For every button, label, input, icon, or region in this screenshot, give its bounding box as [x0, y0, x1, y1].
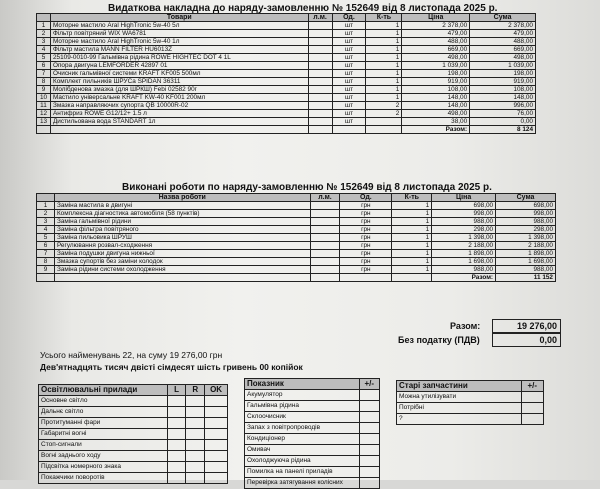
table-row [37, 234, 556, 242]
table-row [37, 258, 556, 266]
row-name: Дистильована вода STANDART 1л [50, 118, 308, 126]
row-lm [308, 78, 332, 86]
row-number: 8 [37, 258, 55, 266]
row-lm [308, 30, 332, 38]
row-unit: шт [332, 118, 366, 126]
checklist-cell[interactable] [359, 478, 379, 489]
row-number: 2 [37, 30, 51, 38]
row-sum: 298,00 [496, 226, 556, 234]
checklist-cell[interactable] [205, 396, 228, 407]
row-sum: 76,00 [470, 110, 536, 118]
table-row [37, 70, 536, 78]
row-qty: 2 [366, 110, 402, 118]
row-qty: 1 [366, 22, 402, 30]
table-row [37, 54, 536, 62]
row-name: Опора двигуна LEMFORDER 42897 01 [50, 62, 308, 70]
row-name: Фільтр мастила MANN FILTER HU6013Z [50, 46, 308, 54]
checklist-cell[interactable] [186, 396, 205, 407]
row-lm [310, 258, 340, 266]
row-number: 11 [37, 102, 51, 110]
row-unit: грн [340, 258, 392, 266]
row-sum: 669,00 [470, 46, 536, 54]
checklist-cell[interactable] [186, 462, 205, 473]
checklist-cell[interactable] [167, 418, 186, 429]
total-row [37, 126, 536, 134]
checklist-cell[interactable] [167, 462, 186, 473]
works-table [36, 193, 556, 282]
row-price: 1 398,00 [432, 234, 496, 242]
row-name: Моторне мастило Aral HighTronic 5w-40 1л [50, 38, 308, 46]
list-item [245, 467, 380, 478]
row-lm [308, 38, 332, 46]
row-number: 5 [37, 234, 55, 242]
row-sum: 2 378,00 [470, 22, 536, 30]
checklist-label: Кондиціонер [245, 434, 360, 445]
row-qty: 1 [366, 70, 402, 78]
row-price: 1 898,00 [432, 250, 496, 258]
works-title: Виконані роботи по наряду-замовленню № 152649 від 8 листопада 2025 р. [122, 182, 492, 193]
table-row [37, 62, 536, 70]
row-qty: 1 [366, 54, 402, 62]
row-lm [308, 46, 332, 54]
row-qty: 1 [366, 86, 402, 94]
checklist-cell[interactable] [359, 467, 379, 478]
checklist-cell[interactable] [186, 407, 205, 418]
checklist-cell[interactable] [359, 401, 379, 412]
row-sum: 996,00 [470, 102, 536, 110]
table-row [37, 94, 536, 102]
row-lm [308, 22, 332, 30]
old-parts-table [396, 380, 544, 425]
row-sum: 1 698,00 [496, 258, 556, 266]
row-qty: 1 [366, 30, 402, 38]
checklist-cell[interactable] [186, 451, 205, 462]
row-unit: шт [332, 86, 366, 94]
checklist-cell[interactable] [167, 429, 186, 440]
row-qty: 1 [392, 266, 432, 274]
col-qty: К-ть [392, 194, 432, 202]
checklist-cell[interactable] [521, 403, 543, 414]
row-price: 988,00 [432, 218, 496, 226]
row-lm [310, 234, 340, 242]
col-unit: Од. [340, 194, 392, 202]
lights-col-ok: OK [205, 385, 228, 396]
row-sum: 698,00 [496, 202, 556, 210]
row-unit: грн [340, 266, 392, 274]
row-number: 4 [37, 46, 51, 54]
row-qty: 1 [392, 258, 432, 266]
row-price: 2 188,00 [432, 242, 496, 250]
row-unit: шт [332, 78, 366, 86]
row-price: 498,00 [402, 110, 470, 118]
indicators-header-row [245, 379, 380, 390]
row-number: 7 [37, 250, 55, 258]
lights-col-l: L [167, 385, 186, 396]
checklist-label: Гальмівна рідина [245, 401, 360, 412]
row-price: 998,00 [432, 210, 496, 218]
row-sum: 498,00 [470, 54, 536, 62]
row-price: 108,00 [402, 86, 470, 94]
list-item [39, 462, 228, 473]
col-qty: К-ть [366, 14, 402, 22]
table-row [37, 242, 556, 250]
row-number: 4 [37, 226, 55, 234]
row-lm [308, 102, 332, 110]
row-number: 13 [37, 118, 51, 126]
vat-value: 0,00 [492, 333, 561, 347]
row-qty: 1 [392, 218, 432, 226]
row-name: Змазка супортів без заміни колодок [54, 258, 310, 266]
row-number: 2 [37, 210, 55, 218]
checklist-cell[interactable] [359, 434, 379, 445]
row-name: Змазка направляючих супорта QB 10000R-02 [50, 102, 308, 110]
row-sum: 1 898,00 [496, 250, 556, 258]
old-parts-col-name: Старі запчастини [397, 381, 522, 392]
checklist-cell[interactable] [205, 451, 228, 462]
list-item [245, 456, 380, 467]
list-item [397, 392, 544, 403]
row-number: 7 [37, 70, 51, 78]
checklist-label: Охолоджуюча рідина [245, 456, 360, 467]
row-name: Фільтр повітряний WIX WA6781 [50, 30, 308, 38]
checklist-cell[interactable] [205, 429, 228, 440]
indicators-col-name: Показник [245, 379, 360, 390]
row-unit: грн [340, 226, 392, 234]
checklist-cell[interactable] [359, 423, 379, 434]
row-sum: 479,00 [470, 30, 536, 38]
checklist-cell[interactable] [359, 412, 379, 423]
row-name: Комплект пильників ШРУСа SPIDAN 36311 [50, 78, 308, 86]
row-qty: 1 [392, 234, 432, 242]
row-unit: шт [332, 46, 366, 54]
row-price: 988,00 [432, 266, 496, 274]
parts-header-row [37, 14, 536, 22]
old-parts-col-pm: +/- [521, 381, 543, 392]
row-unit: шт [332, 102, 366, 110]
checklist-label: Потрібні [397, 403, 522, 414]
row-sum: 2 188,00 [496, 242, 556, 250]
row-sum: 1 039,00 [470, 62, 536, 70]
row-sum: 1 398,00 [496, 234, 556, 242]
row-sum: 919,00 [470, 78, 536, 86]
amount-in-words: Дев'ятнадцять тисяч двісті сімдесят шість гривень 00 копійок [40, 362, 303, 372]
grand-total-value: 19 276,00 [492, 319, 561, 333]
row-unit: грн [340, 218, 392, 226]
indicators-table [244, 378, 380, 489]
row-number: 3 [37, 218, 55, 226]
row-price: 479,00 [402, 30, 470, 38]
col-lm: л.м. [308, 14, 332, 22]
row-qty: 1 [392, 242, 432, 250]
row-lm [308, 54, 332, 62]
col-unit: Од. [332, 14, 366, 22]
row-unit: грн [340, 202, 392, 210]
row-lm [310, 266, 340, 274]
row-qty: 1 [366, 78, 402, 86]
checklist-label: Можна утилізувати [397, 392, 522, 403]
checklist-cell[interactable] [186, 418, 205, 429]
table-row [37, 226, 556, 234]
list-item [245, 445, 380, 456]
row-lm [308, 110, 332, 118]
row-unit: шт [332, 94, 366, 102]
row-unit: грн [340, 210, 392, 218]
row-qty: 1 [392, 226, 432, 234]
checklist-cell[interactable] [167, 396, 186, 407]
total-row [37, 274, 556, 282]
row-price: 148,00 [402, 94, 470, 102]
checklist-cell[interactable] [205, 407, 228, 418]
total-label: Разом: [402, 126, 470, 134]
row-unit: шт [332, 22, 366, 30]
row-sum: 988,00 [496, 218, 556, 226]
row-price: 2 378,00 [402, 22, 470, 30]
total-value: 8 124 [470, 126, 536, 134]
col-price: Ціна [402, 14, 470, 22]
row-unit: шт [332, 54, 366, 62]
row-sum: 988,00 [496, 266, 556, 274]
checklist-label: Габаритні вогні [39, 429, 168, 440]
row-sum: 0,00 [470, 118, 536, 126]
row-price: 148,00 [402, 102, 470, 110]
checklist-cell[interactable] [186, 473, 205, 484]
row-name: Мастило універсальне KRAFT KW-40 KF001 200мл [50, 94, 308, 102]
checklist-cell[interactable] [521, 414, 543, 425]
row-number: 5 [37, 54, 51, 62]
checklist-cell[interactable] [167, 440, 186, 451]
list-item [245, 434, 380, 445]
row-name: 25109-0010-99 Гальмівна рідина ROWE HIGHTEC DOT 4 1L [50, 54, 308, 62]
table-row [37, 266, 556, 274]
list-item [39, 396, 228, 407]
row-lm [310, 210, 340, 218]
table-row [37, 110, 536, 118]
row-qty [366, 118, 402, 126]
row-qty: 1 [366, 38, 402, 46]
list-item [39, 473, 228, 484]
checklist-cell[interactable] [167, 407, 186, 418]
table-row [37, 38, 536, 46]
lights-header-row [39, 385, 228, 396]
table-row [37, 86, 536, 94]
row-number: 1 [37, 22, 51, 30]
row-number: 9 [37, 86, 51, 94]
row-sum: 148,00 [470, 94, 536, 102]
row-name: Антифриз ROWE G12/12+ 1.5 л [50, 110, 308, 118]
checklist-label: Помилка на панелі приладів [245, 467, 360, 478]
row-name: Заміна пильовика ШРУШ [54, 234, 310, 242]
vat-label: Без податку (ПДВ) [398, 335, 480, 345]
indicators-col-pm: +/- [359, 379, 379, 390]
table-row [37, 22, 536, 30]
checklist-cell[interactable] [521, 392, 543, 403]
row-number: 9 [37, 266, 55, 274]
row-name: Заміна гальмівної рідини [54, 218, 310, 226]
row-name: Комплексна діагностика автомобіля (58 пунктів) [54, 210, 310, 218]
row-lm [308, 62, 332, 70]
row-name: Моторне мастило Aral HighTronic 5w-40 5л [50, 22, 308, 30]
checklist-cell[interactable] [359, 390, 379, 401]
parts-title: Видаткова накладна до наряду-замовленню № 152649 від 8 листопада 2025 р. [108, 3, 498, 14]
table-row [37, 30, 536, 38]
col-sum: Сума [496, 194, 556, 202]
checklist-cell[interactable] [205, 418, 228, 429]
table-row [37, 46, 536, 54]
row-price: 698,00 [432, 202, 496, 210]
row-qty: 1 [366, 62, 402, 70]
checklist-cell[interactable] [186, 429, 205, 440]
checklist-label: Акумулятор [245, 390, 360, 401]
row-lm [310, 242, 340, 250]
row-lm [308, 94, 332, 102]
row-name: Заміна мастила в двигуні [54, 202, 310, 210]
row-lm [310, 218, 340, 226]
row-price: 1 039,00 [402, 62, 470, 70]
list-item [245, 390, 380, 401]
row-qty: 1 [366, 94, 402, 102]
row-name: Регулювання розвал-сходження [54, 242, 310, 250]
old-parts-header-row [397, 381, 544, 392]
row-lm [310, 226, 340, 234]
row-unit: шт [332, 70, 366, 78]
row-lm [308, 118, 332, 126]
lights-table [38, 384, 228, 484]
checklist-label: Підсвітка номерного знака [39, 462, 168, 473]
row-name: Заміна рідини системи охолодження [54, 266, 310, 274]
list-item [39, 407, 228, 418]
total-label: Разом: [432, 274, 496, 282]
col-sum: Сума [470, 14, 536, 22]
list-item [397, 414, 544, 425]
checklist-cell[interactable] [359, 456, 379, 467]
table-row [37, 250, 556, 258]
table-row [37, 218, 556, 226]
table-row [37, 78, 536, 86]
list-item [39, 418, 228, 429]
list-item [39, 451, 228, 462]
lights-col-name: Освітлювальні прилади [39, 385, 168, 396]
row-sum: 108,00 [470, 86, 536, 94]
table-row [37, 210, 556, 218]
checklist-cell[interactable] [167, 451, 186, 462]
checklist-cell[interactable] [167, 473, 186, 484]
row-unit: шт [332, 38, 366, 46]
row-qty: 1 [392, 202, 432, 210]
checklist-label: Перевірка затягування колісних [245, 478, 360, 489]
row-price: 498,00 [402, 54, 470, 62]
col-name: Назва роботи [54, 194, 310, 202]
checklist-cell[interactable] [359, 445, 379, 456]
row-unit: грн [340, 242, 392, 250]
grand-total-label: Разом: [450, 321, 481, 331]
checklist-label: Дальнє світло [39, 407, 168, 418]
row-number: 1 [37, 202, 55, 210]
parts-table [36, 13, 536, 134]
checklist-label: Запах з повітропроводів [245, 423, 360, 434]
row-price: 488,00 [402, 38, 470, 46]
checklist-label: Склоочисник [245, 412, 360, 423]
col-n [37, 194, 55, 202]
row-price: 38,00 [402, 118, 470, 126]
row-number: 3 [37, 38, 51, 46]
row-price: 198,00 [402, 70, 470, 78]
list-item [245, 401, 380, 412]
total-value: 11 152 [496, 274, 556, 282]
row-sum: 198,00 [470, 70, 536, 78]
row-name: Заміна подушки двигуна нижньої [54, 250, 310, 258]
row-sum: 488,00 [470, 38, 536, 46]
row-lm [310, 250, 340, 258]
list-item [245, 423, 380, 434]
row-qty: 1 [392, 250, 432, 258]
row-qty: 1 [392, 210, 432, 218]
row-number: 10 [37, 94, 51, 102]
table-row [37, 118, 536, 126]
col-price: Ціна [432, 194, 496, 202]
col-lm: л.м. [310, 194, 340, 202]
row-lm [310, 202, 340, 210]
row-sum: 998,00 [496, 210, 556, 218]
row-number: 6 [37, 242, 55, 250]
list-item [245, 412, 380, 423]
checklist-label: Покажчики поворотів [39, 473, 168, 484]
row-number: 12 [37, 110, 51, 118]
checklist-cell[interactable] [205, 462, 228, 473]
row-price: 919,00 [402, 78, 470, 86]
row-number: 8 [37, 78, 51, 86]
row-name: Молібденова змазка (для ШРКШ) Febi 02582 90г [50, 86, 308, 94]
list-item [397, 403, 544, 414]
checklist-label: ? [397, 414, 522, 425]
checklist-label: Основне світло [39, 396, 168, 407]
checklist-cell[interactable] [205, 440, 228, 451]
row-unit: грн [340, 250, 392, 258]
checklist-cell[interactable] [186, 440, 205, 451]
list-item [39, 440, 228, 451]
row-unit: шт [332, 62, 366, 70]
col-name: Товари [50, 14, 308, 22]
row-unit: грн [340, 234, 392, 242]
lights-col-r: R [186, 385, 205, 396]
list-item [245, 478, 380, 489]
checklist-label: Протитуманні фари [39, 418, 168, 429]
row-price: 298,00 [432, 226, 496, 234]
grand-totals [0, 318, 600, 348]
col-n [37, 14, 51, 22]
row-qty: 2 [366, 102, 402, 110]
row-price: 669,00 [402, 46, 470, 54]
checklist-cell[interactable] [205, 473, 228, 484]
list-item [39, 429, 228, 440]
row-number: 6 [37, 62, 51, 70]
row-lm [308, 86, 332, 94]
row-unit: шт [332, 30, 366, 38]
row-lm [308, 70, 332, 78]
row-qty: 1 [366, 46, 402, 54]
row-name: Очисник гальмівної системи KRAFT KF005 500мл [50, 70, 308, 78]
row-price: 1 698,00 [432, 258, 496, 266]
row-name: Заміна фільтра повітряного [54, 226, 310, 234]
table-row [37, 202, 556, 210]
works-header-row [37, 194, 556, 202]
summary-line: Усього найменувань 22, на суму 19 276,00 грн [40, 350, 223, 360]
checklist-label: Вогні заднього ходу [39, 451, 168, 462]
checklist-label: Омивач [245, 445, 360, 456]
row-unit: шт [332, 110, 366, 118]
checklist-label: Стоп-сигнали [39, 440, 168, 451]
table-row [37, 102, 536, 110]
